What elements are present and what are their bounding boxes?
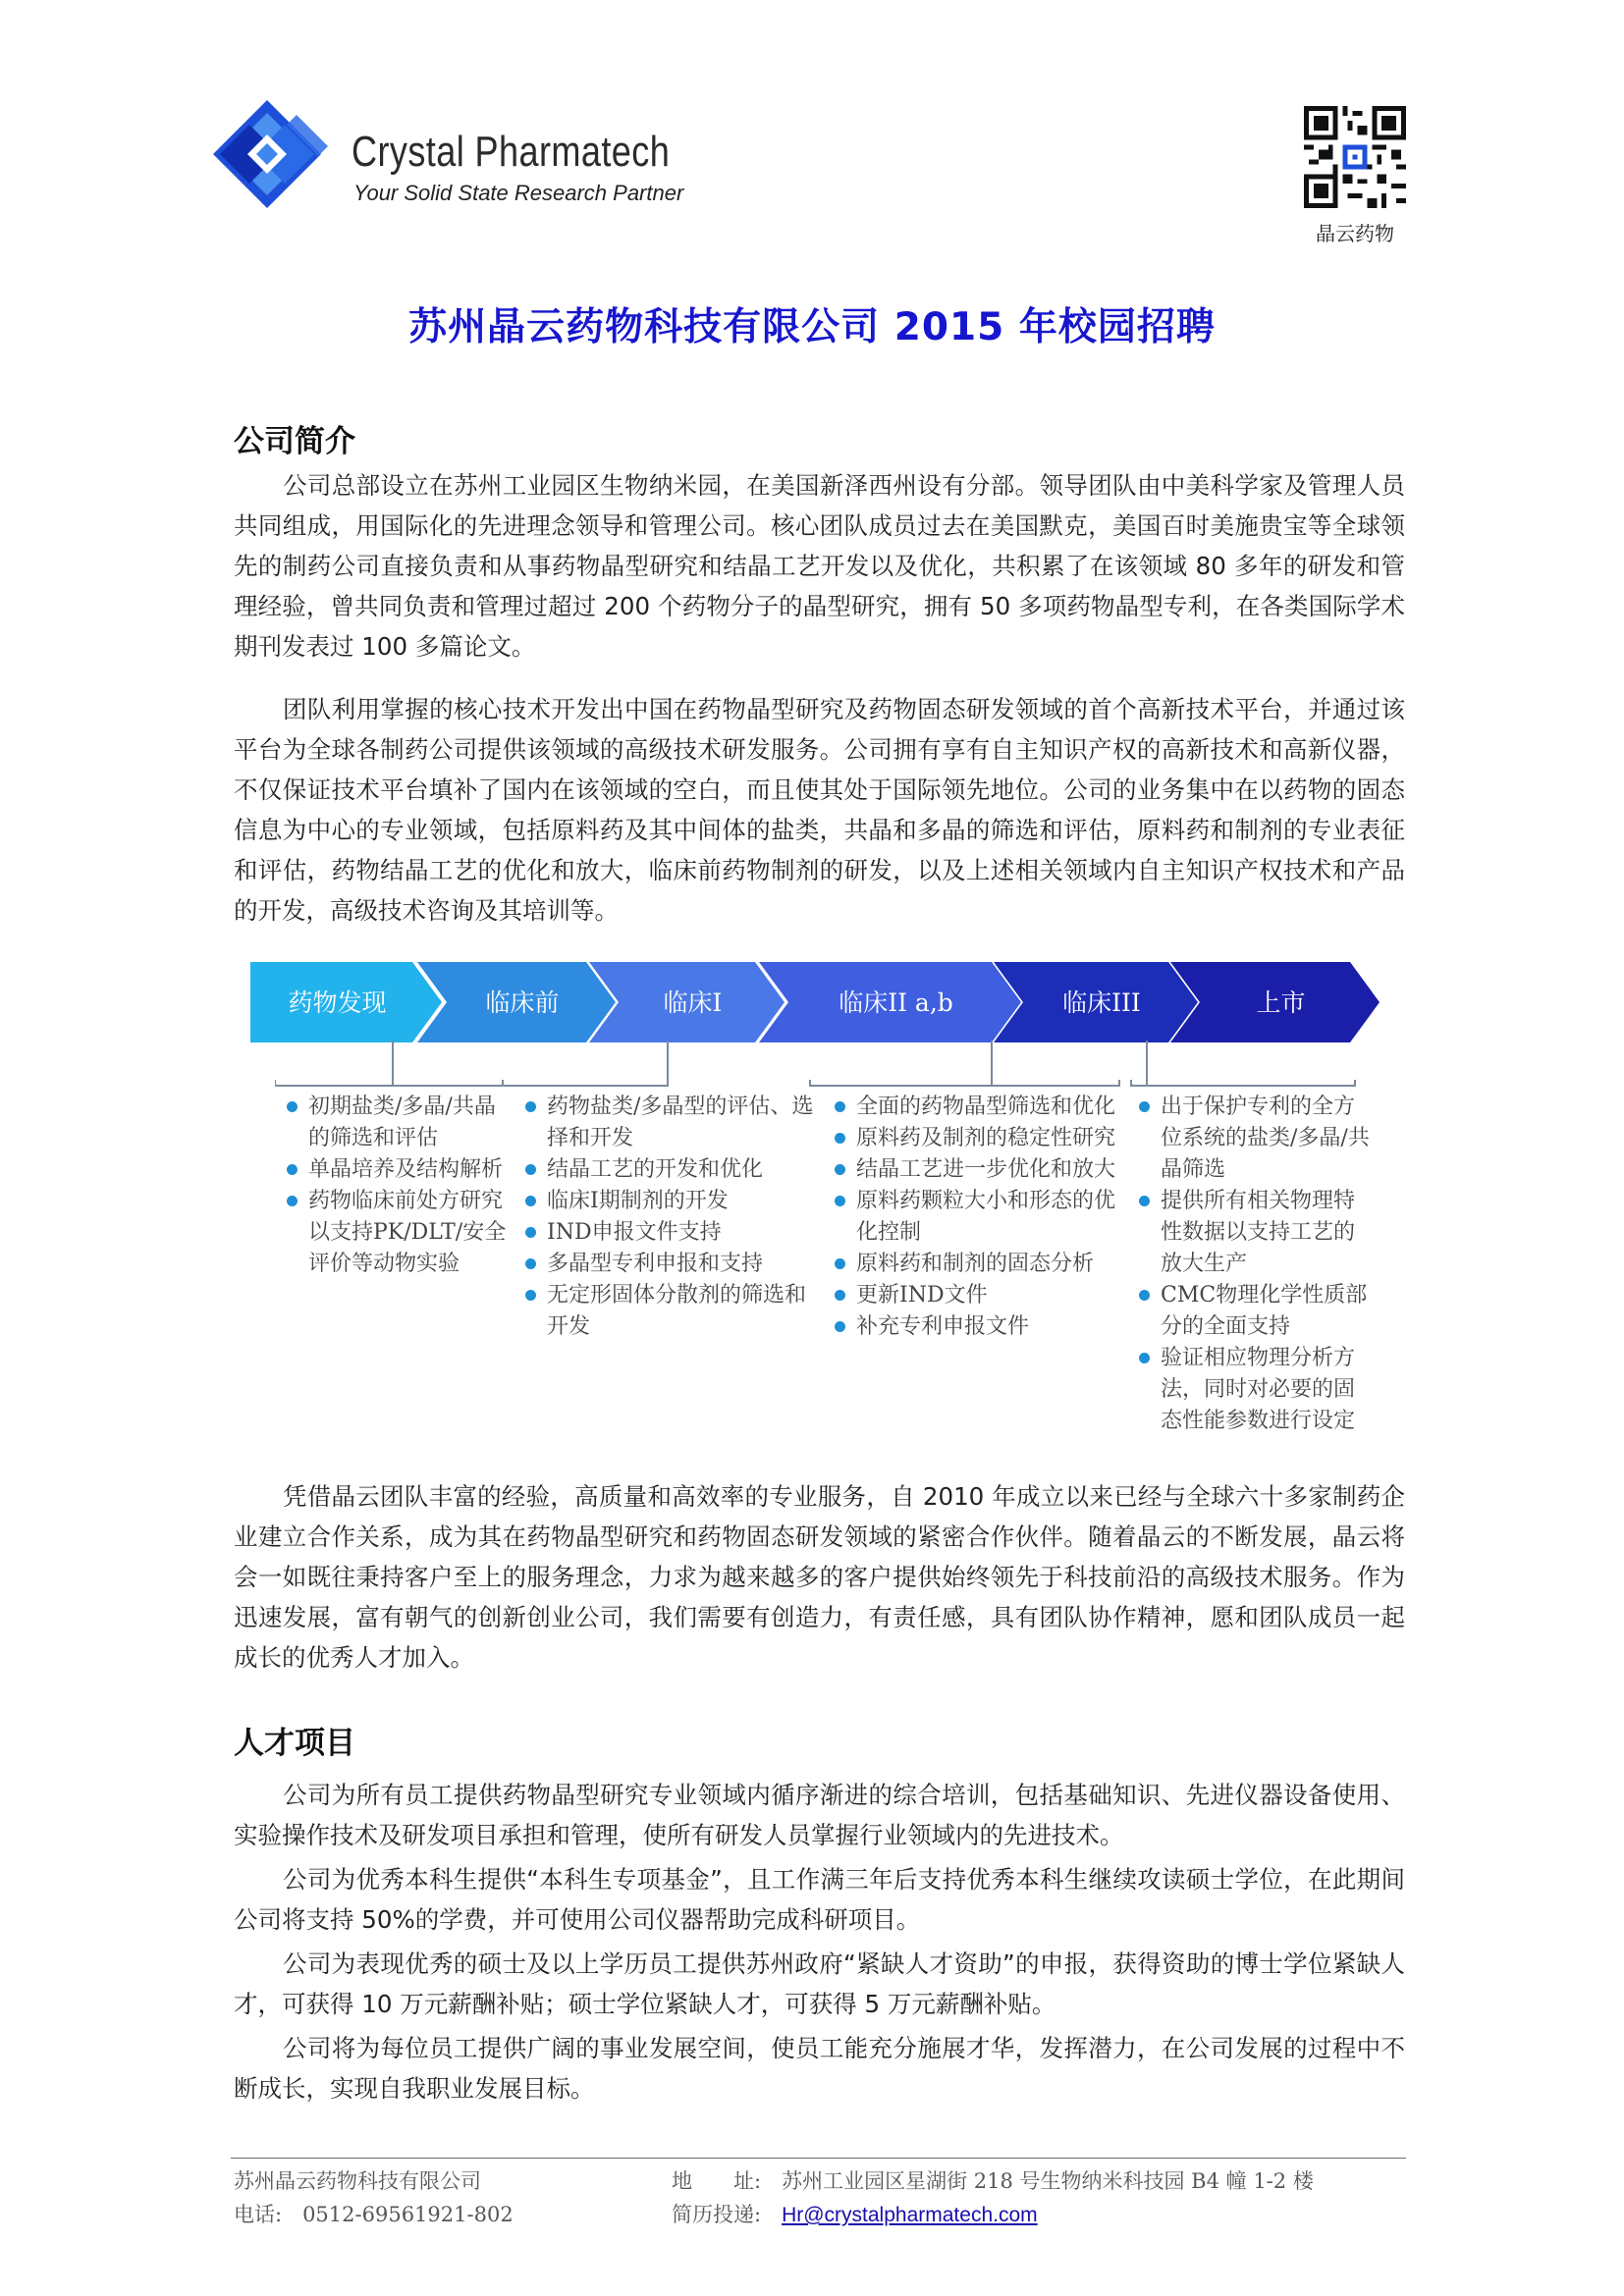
footer-company: 苏州晶云药物科技有限公司 (234, 2169, 481, 2193)
section-heading-intro: 公司简介 (234, 424, 355, 459)
list-item: 原料药及制剂的稳定性研究 (833, 1123, 1132, 1154)
brand-tagline: Your Solid State Research Partner (353, 181, 684, 205)
list-item: 单晶培养及结构解析 (285, 1154, 511, 1186)
stage-column-discovery (285, 1092, 511, 1280)
list-item: 提供所有相关物理特性数据以支持工艺的放大生产 (1137, 1186, 1373, 1280)
talent-paragraph-2: 公司为优秀本科生提供“本科生专项基金”，且工作满三年后支持优秀本科生继续攻读硕士学位，在此期间公司将支持 50%的学费，并可使用公司仪器帮助完成科研项目。 (234, 1865, 1405, 1934)
list-item: 多晶型专利申报和支持 (523, 1249, 818, 1280)
stage-label-0: 药物发现 (288, 988, 387, 1017)
resume-label: 简历投递: (672, 2203, 783, 2226)
email-link[interactable]: Hr@crystalpharmatech.com (782, 2204, 1038, 2226)
list-item: 原料药和制剂的固态分析 (833, 1249, 1132, 1280)
list-item: 原料药颗粒大小和形态的优化控制 (833, 1186, 1132, 1249)
stage-label-4: 临床III (1062, 988, 1141, 1017)
list-item: 出于保护专利的全方位系统的盐类/多晶/共晶筛选 (1137, 1092, 1373, 1186)
section-heading-talent: 人才项目 (234, 1726, 355, 1761)
stage-column-market (1137, 1092, 1373, 1437)
talent-paragraph-4: 公司将为每位员工提供广阔的事业发展空间，使员工能充分施展才华，发挥潜力，在公司发展的过程中不断成长，实现自我职业发展目标。 (234, 2034, 1405, 2103)
stage-column-preclinical (523, 1092, 818, 1343)
intro-paragraph-1: 公司总部设立在苏州工业园区生物纳米园，在美国新泽西州设有分部。领导团队由中美科学家及管理人员共同组成，用国际化的先进理念领导和管理公司。核心团队成员过去在美国默克，美国百时美施贵宝等全球领先的制药公司直接负责和从事药物晶型研究和结晶工艺开发以及优化，共积累了在该领域 80 多年的研发和管理经验，曾共同负责和管理过超过 200 个药物分子的晶型研究，拥有 50 多项药物晶型专利，在各类国际学术期刊发表过 100 多篇论文。 (234, 471, 1405, 661)
qr-caption: 晶云药物 (1316, 222, 1394, 245)
stage-brackets (275, 1041, 1394, 1099)
stage-label-3: 临床II a,b (839, 988, 953, 1017)
stage-column-clinical (833, 1092, 1132, 1343)
list-item: CMC物理化学性质部分的全面支持 (1137, 1280, 1373, 1343)
list-item: 更新IND文件 (833, 1280, 1132, 1311)
intro-paragraph-2: 团队利用掌握的核心技术开发出中国在药物晶型研究及药物固态研发领域的首个高新技术平台，并通过该平台为全球各制药公司提供该领域的高级技术研发服务。公司拥有享有自主知识产权的高新技术和高新仪器，不仅保证技术平台填补了国内在该领域的空白，而且使其处于国际领先地位。公司的业务集中在以药物的固态信息为中心的专业领域，包括原料药及其中间体的盐类，共晶和多晶的筛选和评估，原料药和制剂的专业表征和评估，药物结晶工艺的优化和放大，临床前药物制剂的研发，以及上述相关领域内自主知识产权技术和产品的开发，高级技术咨询及其培训等。 (234, 695, 1405, 925)
drug-development-process (250, 962, 1380, 1042)
footer-address: 地 址: 苏州工业园区星湖街 218 号生物纳米科技园 B4 幢 1-2 楼 (672, 2169, 1314, 2193)
crystal-logo-icon (196, 98, 344, 211)
list-item: 结晶工艺进一步优化和放大 (833, 1154, 1132, 1186)
stage-label-2: 临床I (663, 988, 723, 1017)
list-item: 临床I期制剂的开发 (523, 1186, 818, 1217)
list-item: IND申报文件支持 (523, 1217, 818, 1249)
stage-label-1: 临床前 (485, 988, 560, 1017)
list-item: 药物临床前处方研究以支持PK/DLT/安全评价等动物实验 (285, 1186, 511, 1280)
list-item: 验证相应物理分析方法，同时对必要的固态性能参数进行设定 (1137, 1343, 1373, 1437)
list-item: 全面的药物晶型筛选和优化 (833, 1092, 1132, 1123)
list-item: 补充专利申报文件 (833, 1311, 1132, 1343)
footer-resume (672, 2199, 1038, 2228)
stage-label-5: 上市 (1256, 988, 1306, 1017)
talent-paragraph-3: 公司为表现优秀的硕士及以上学历员工提供苏州政府“紧缺人才资助”的申报，获得资助的博士学位紧缺人才，可获得 10 万元薪酬补贴；硕士学位紧缺人才，可获得 5 万元薪酬补贴。 (234, 1949, 1405, 2018)
page-title: 苏州晶云药物科技有限公司 2015 年校园招聘 (408, 305, 1216, 349)
talent-paragraph-1: 公司为所有员工提供药物晶型研究专业领域内循序渐进的综合培训，包括基础知识、先进仪器设备使用、实验操作技术及研发项目承担和管理，使所有研发人员掌握行业领域内的先进技术。 (234, 1781, 1405, 1849)
list-item: 结晶工艺的开发和优化 (523, 1154, 818, 1186)
intro-paragraph-3: 凭借晶云团队丰富的经验，高质量和高效率的专业服务，自 2010 年成立以来已经与全球六十多家制药企业建立合作关系，成为其在药物晶型研究和药物固态研发领域的紧密合作伙伴。随着晶云的不断发展，晶云将会一如既往秉持客户至上的服务理念，力求为越来越多的客户提供始终领先于科技前沿的高级技术服务。作为迅速发展，富有朝气的创新创业公司，我们需要有创造力，有责任感，具有团队协作精神，愿和团队成员一起成长的优秀人才加入。 (234, 1482, 1405, 1672)
list-item: 无定形固体分散剂的筛选和开发 (523, 1280, 818, 1343)
list-item: 初期盐类/多晶/共晶的筛选和评估 (285, 1092, 511, 1154)
footer-divider (231, 2158, 1406, 2159)
brand-name: Crystal Pharmatech (352, 128, 671, 176)
company-logo (196, 98, 684, 211)
footer-phone: 电话: 0512-69561921-802 (234, 2203, 514, 2226)
qr-code-icon (1304, 106, 1406, 208)
list-item: 药物盐类/多晶型的评估、选择和开发 (523, 1092, 818, 1154)
